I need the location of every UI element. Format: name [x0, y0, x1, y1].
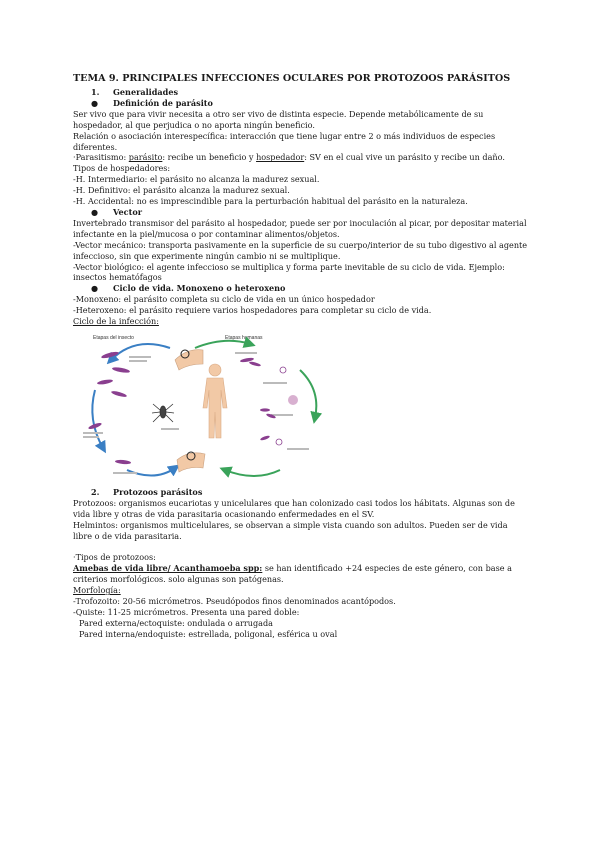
insect-stage-parasites	[88, 350, 131, 464]
arm-bite-icon	[177, 452, 205, 472]
bullet-icon: ●	[91, 283, 99, 294]
cycle-arrow	[195, 341, 250, 348]
parasitism-suffix: : SV en el cual vive un parásito y recibe un daño.	[304, 152, 505, 163]
pared-externa: Pared externa/ectoquiste: ondulada o arrugada	[79, 617, 273, 628]
infection-cycle-label: Ciclo de la infección:	[73, 316, 159, 327]
vector-definition: Invertebrado transmisor del parásito al hospedador, puede ser por inoculación al picar, por depositar material infectante en la piel/mucosa o por contaminar alimentos/objetos.	[73, 217, 527, 239]
arm-bite-icon	[175, 350, 203, 370]
human-stage-parasites	[240, 357, 298, 445]
cycle-arrow	[225, 470, 280, 476]
subheading-ciclo	[91, 283, 528, 294]
section-number: 2.	[91, 486, 100, 497]
host-type-item: -H. Definitivo: el parásito alcanza la madurez sexual.	[73, 185, 290, 196]
cycle-arrow	[127, 468, 175, 476]
amebas-paragraph	[73, 563, 528, 585]
term-hospedador: hospedador	[256, 152, 305, 163]
quiste-item: -Quiste: 11-25 micrómetros. Presenta una pared doble:	[73, 607, 300, 617]
section-heading-protozoos	[91, 487, 528, 498]
vector-mechanical: -Vector mecánico: transporta pasivamente en la superficie de su cuerpo/interior de su tubo digestivo al agente infeccioso, sin que experimente ningún cambio ni se multiplique.	[73, 239, 528, 261]
subheading-definicion	[91, 98, 528, 109]
section-label: Generalidades	[113, 87, 179, 97]
section-number: 1.	[91, 87, 100, 97]
host-type-item: -H. Accidental: no es imprescindible para la perturbación habitual del parásito en la naturaleza.	[73, 196, 468, 207]
protozoos-definition: Protozoos: organismos eucariotas y unicelulares que han colonizado casi todos los hábitats. Algunas son de vida libre y otras de vida parasitaria ocasionando enfermedades en el SV.	[73, 497, 515, 519]
trofozoito-item: -Trofozoito: 20-56 micrómetros. Pseudópodos finos denominados acantópodos.	[73, 596, 396, 607]
fly-icon	[152, 404, 174, 422]
heteroxeno-definition: -Heteroxeno: el parásito requiere varios hospedadores para completar su ciclo de vida.	[73, 305, 432, 316]
parasitism-prefix: ·Parasitismo:	[73, 152, 129, 163]
parasitism-mid: : recibe un beneficio y	[162, 152, 257, 163]
amebas-text: se han identificado +24 especies de este género, con base a criterios morfológicos. solo algunas son patógenas.	[73, 563, 512, 585]
document-body	[73, 73, 528, 640]
spacer	[73, 541, 528, 552]
bullet-icon: ●	[91, 97, 99, 108]
infection-cycle-diagram	[75, 330, 335, 482]
morphology-label: Morfología:	[73, 585, 121, 596]
label-human-stages: Etapas humanas	[225, 334, 263, 341]
helmintos-definition: Helmintos: organismos multicelulares, se observan a simple vista cuando son adultos. Pueden ser de vida libre o de vida parasitaria.	[73, 519, 508, 541]
relation-definition: Relación o asociación interespecífica: interacción que tiene lugar entre 2 o más individuos de especies diferentes.	[73, 130, 496, 152]
section-label: Protozoos parásitos	[113, 486, 203, 497]
human-body-icon	[203, 364, 227, 438]
subheading-label: Definición de parásito	[113, 97, 213, 108]
label-insect-stages: Etapas del insecto	[93, 334, 134, 341]
parasite-definition: Ser vivo que para vivir necesita a otro ser vivo de distinta especie. Depende metabólicamente de su hospedador, al que perjudica o no aporta ningún beneficio.	[73, 108, 484, 130]
amebas-term: Amebas de vida libre/ Acanthamoeba spp:	[73, 563, 263, 574]
pared-interna: Pared interna/endoquiste: estrellada, poligonal, esférica u oval	[79, 628, 338, 639]
subheading-vector	[91, 207, 528, 218]
cycle-arrow	[300, 370, 316, 418]
term-parasito: parásito	[128, 152, 163, 163]
document-title: TEMA 9. PRINCIPALES INFECCIONES OCULARES POR PROTOZOOS PARÁSITOS	[73, 73, 511, 84]
cycle-arrow	[92, 390, 103, 448]
vector-biological: -Vector biológico: el agente infeccioso se multiplica y forma parte inevitable de su ciclo de vida. Ejemplo: insectos hematófagos	[73, 261, 505, 283]
hosts-title: Tipos de hospedadores:	[73, 163, 171, 174]
protozoa-types-title: ·Tipos de protozoos:	[73, 552, 156, 563]
infection-cycle-illustration	[75, 330, 335, 482]
monoxeno-definition: -Monoxeno: el parásito completa su ciclo de vida en un único hospedador	[73, 294, 375, 305]
host-type-item: -H. Intermediario: el parásito no alcanza la madurez sexual.	[73, 174, 320, 185]
section-heading-generalidades	[91, 87, 528, 98]
bullet-icon: ●	[91, 206, 99, 217]
parasitism-definition	[73, 152, 528, 163]
subheading-label: Vector	[113, 206, 143, 217]
subheading-label: Ciclo de vida. Monoxeno o heteroxeno	[113, 283, 286, 294]
